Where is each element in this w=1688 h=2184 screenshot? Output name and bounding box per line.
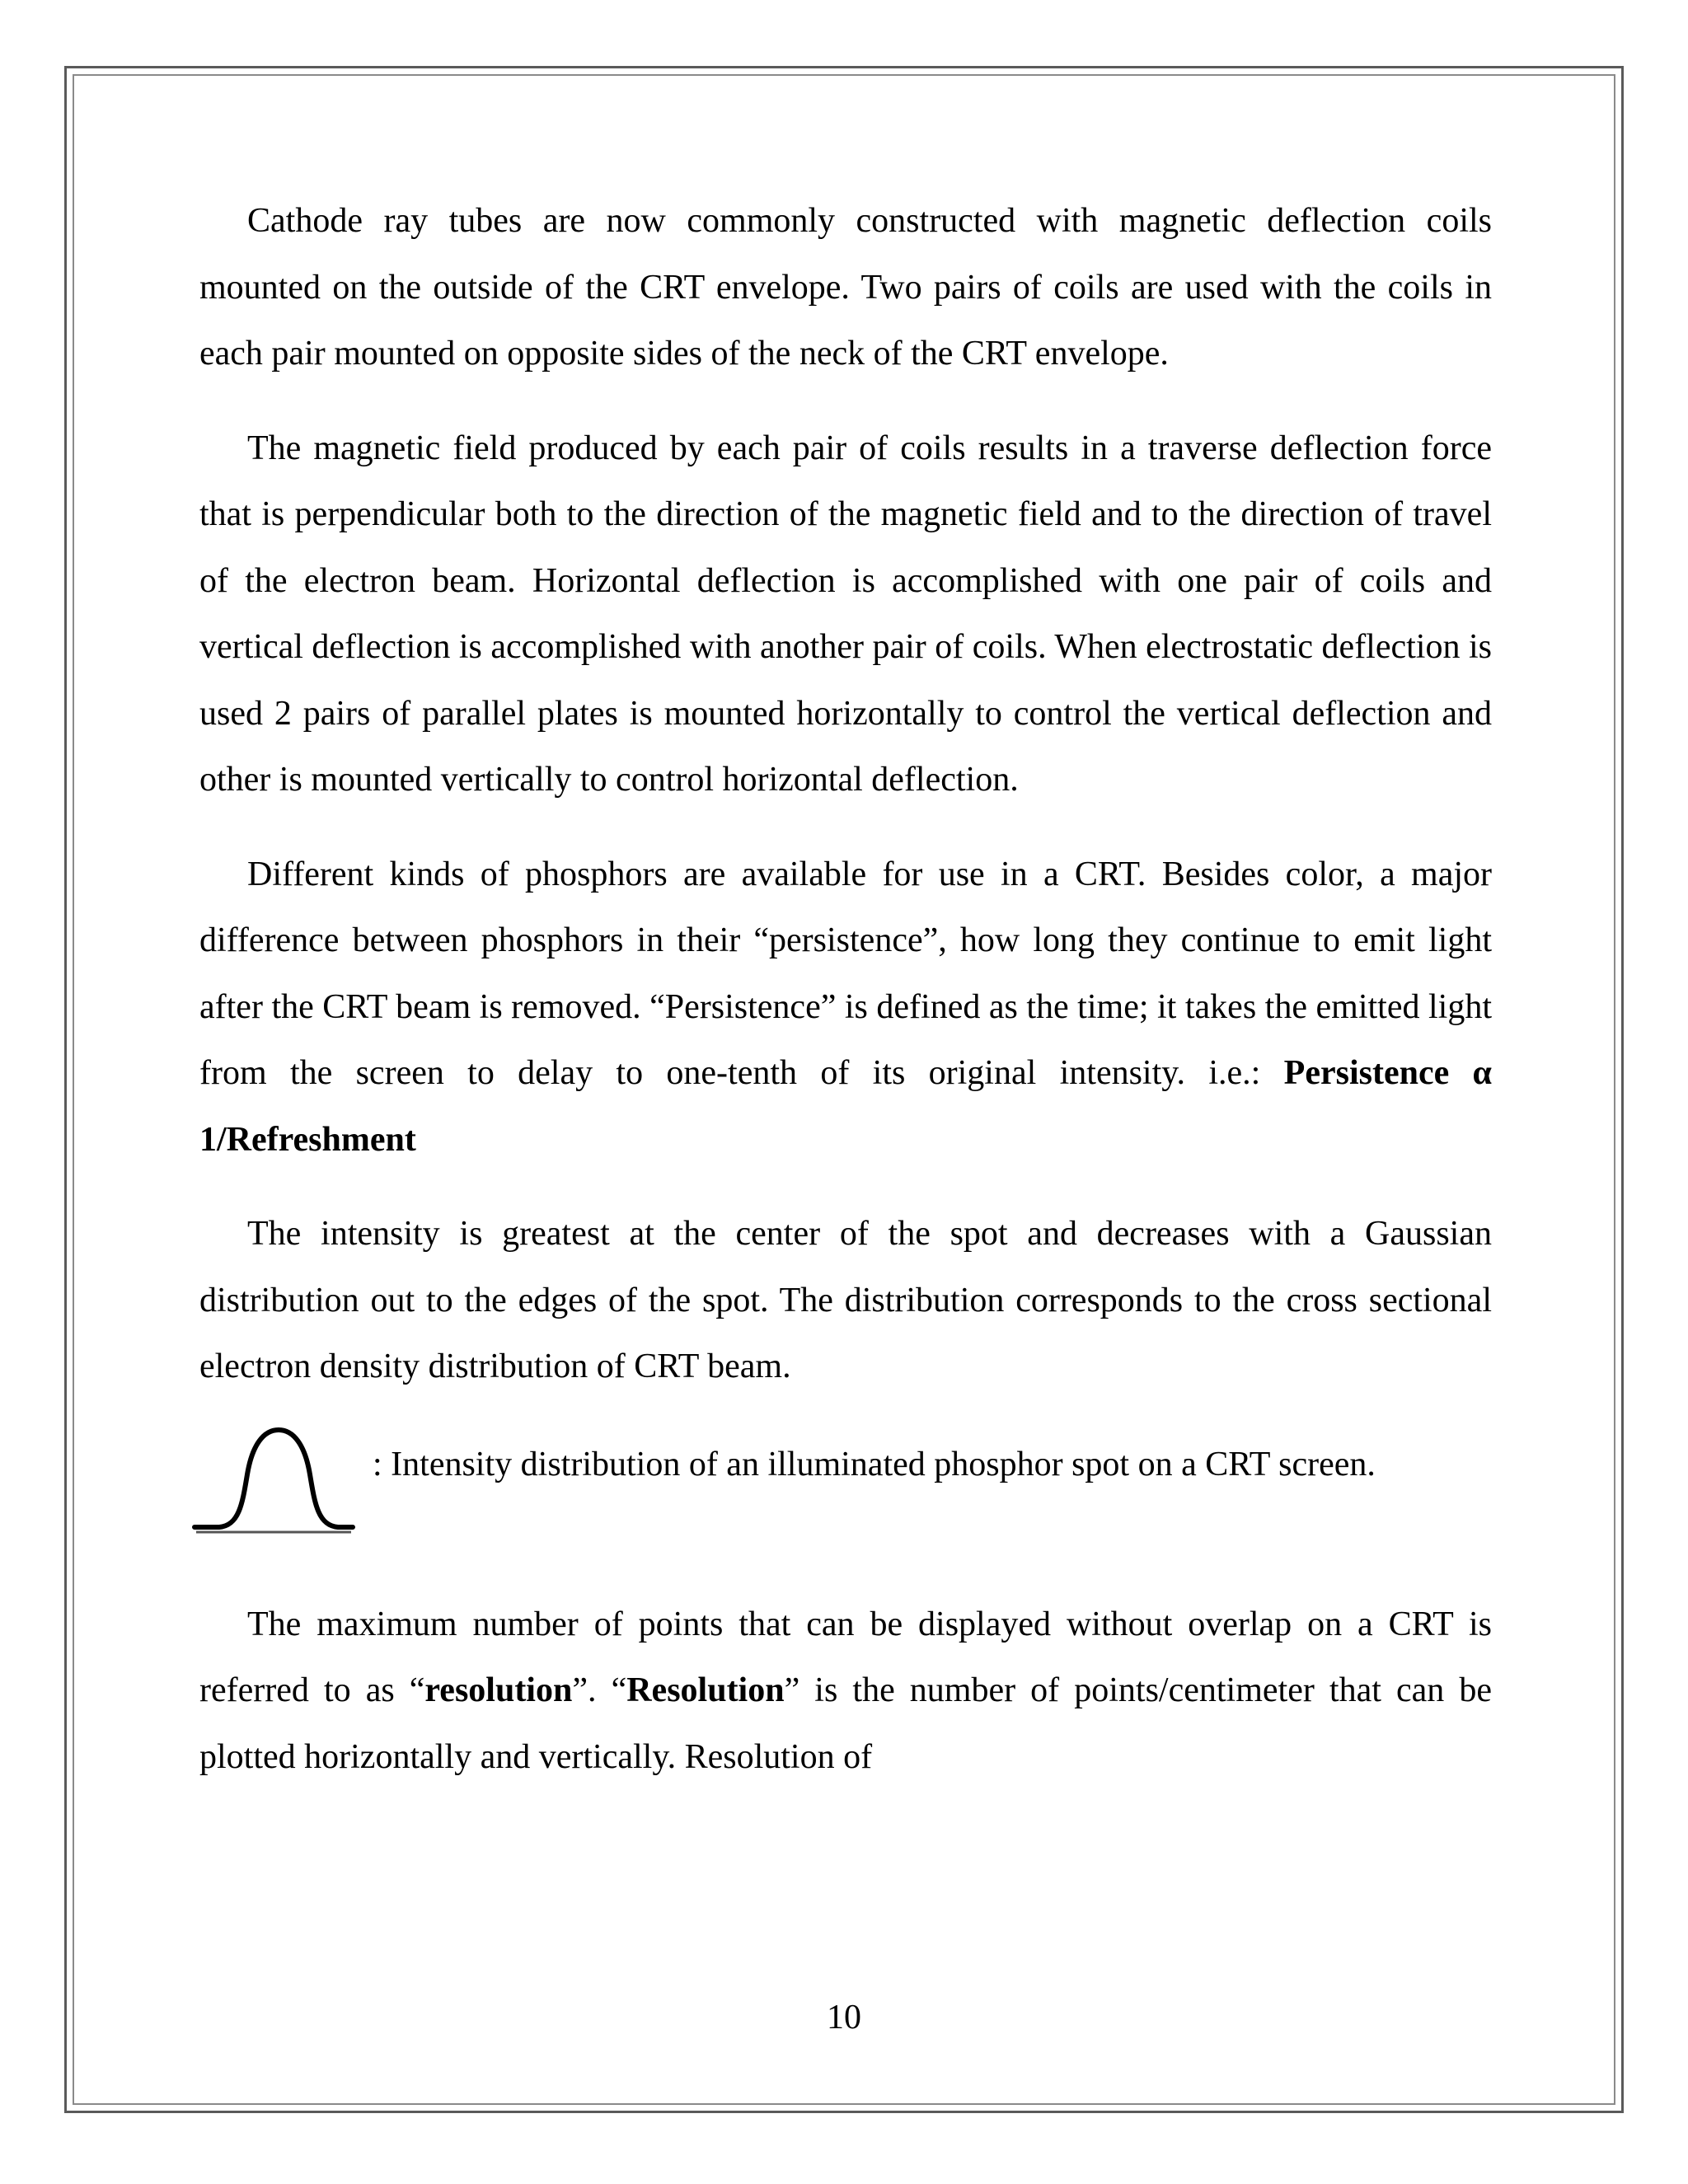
figure-row	[199, 1422, 1492, 1545]
paragraph-magnetic-deflection: Cathode ray tubes are now commonly constructed with magnetic deflection coils mounted on the outside of the CRT envelope. Two pairs of coils are used with the coils in each pair mounted on opposite sides of the neck of the CRT envelope.	[199, 202, 1492, 373]
paragraph-resolution	[199, 1591, 1492, 1791]
paragraph-phosphors	[199, 841, 1492, 1174]
paragraph-magnetic-field: The magnetic field produced by each pair of coils results in a traverse deflection force that is perpendicular both to the direction of the magnetic field and to the direction of travel of the electron beam. Horizontal deflection is accomplished with one pair of coils and vertical deflection is accomplished with another pair of coils. When electrostatic deflection is used 2 pairs of parallel plates is mounted horizontally to control the vertical deflection and other is mounted vertically to control horizontal deflection.	[199, 429, 1492, 799]
resolution-term: resolution	[424, 1671, 573, 1709]
page-content	[199, 188, 1492, 1790]
resolution-term-capital: Resolution	[626, 1671, 785, 1709]
phosphors-text: Different kinds of phosphors are available for use in a CRT. Besides color, a major difference between phosphors in their “persistence”, how long they continue to emit light after the CRT beam is removed. “Persistence” is defined as the time; it takes the emitted light from the screen to delay to one-tenth of its original intensity. i.e.:	[199, 855, 1492, 1092]
resolution-text-1: The maximum number of points that can be displayed without overlap on a CRT is referred to as “	[199, 1605, 1492, 1709]
gaussian-curve-icon	[188, 1422, 361, 1545]
resolution-text-3: ” is the number of points/centimeter that can be plotted horizontally and vertically. Resolution of	[199, 1671, 1492, 1776]
page-number: 10	[827, 1999, 861, 2036]
resolution-text-2: ”. “	[572, 1671, 627, 1709]
figure-caption: : Intensity distribution of an illuminated phosphor spot on a CRT screen.	[373, 1445, 1376, 1483]
persistence-formula: Persistence α 1/Refreshment	[199, 1054, 1492, 1159]
paragraph-intensity: The intensity is greatest at the center of the spot and decreases with a Gaussian distribution out to the edges of the spot. The distribution corresponds to the cross sectional electron density distribution of CRT beam.	[199, 1215, 1492, 1385]
